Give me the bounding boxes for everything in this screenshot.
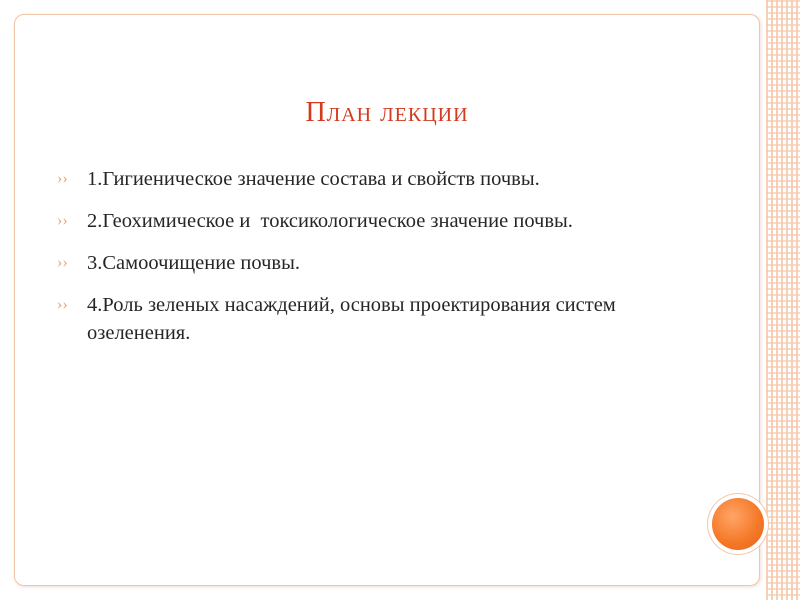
list-item-text: 4.Роль зеленых насаждений, основы проектирования систем озеленения.	[87, 294, 616, 344]
double-chevron-icon: ››	[57, 254, 68, 271]
bullet-list	[57, 165, 717, 361]
list-item-text: 2.Геохимическое и токсикологическое значение почвы.	[87, 210, 573, 232]
list-item	[57, 165, 717, 193]
orange-circle-decoration	[712, 498, 764, 550]
decorative-stripes	[766, 0, 800, 600]
slide-frame	[14, 14, 760, 586]
list-item	[57, 207, 717, 235]
list-item-text: 3.Самоочищение почвы.	[87, 252, 300, 274]
list-item-text: 1.Гигиеническое значение состава и свойств почвы.	[87, 168, 540, 190]
list-item	[57, 291, 717, 347]
double-chevron-icon: ››	[57, 296, 68, 313]
double-chevron-icon: ››	[57, 170, 68, 187]
list-item	[57, 249, 717, 277]
double-chevron-icon: ››	[57, 212, 68, 229]
slide-title: План лекции	[305, 97, 469, 128]
